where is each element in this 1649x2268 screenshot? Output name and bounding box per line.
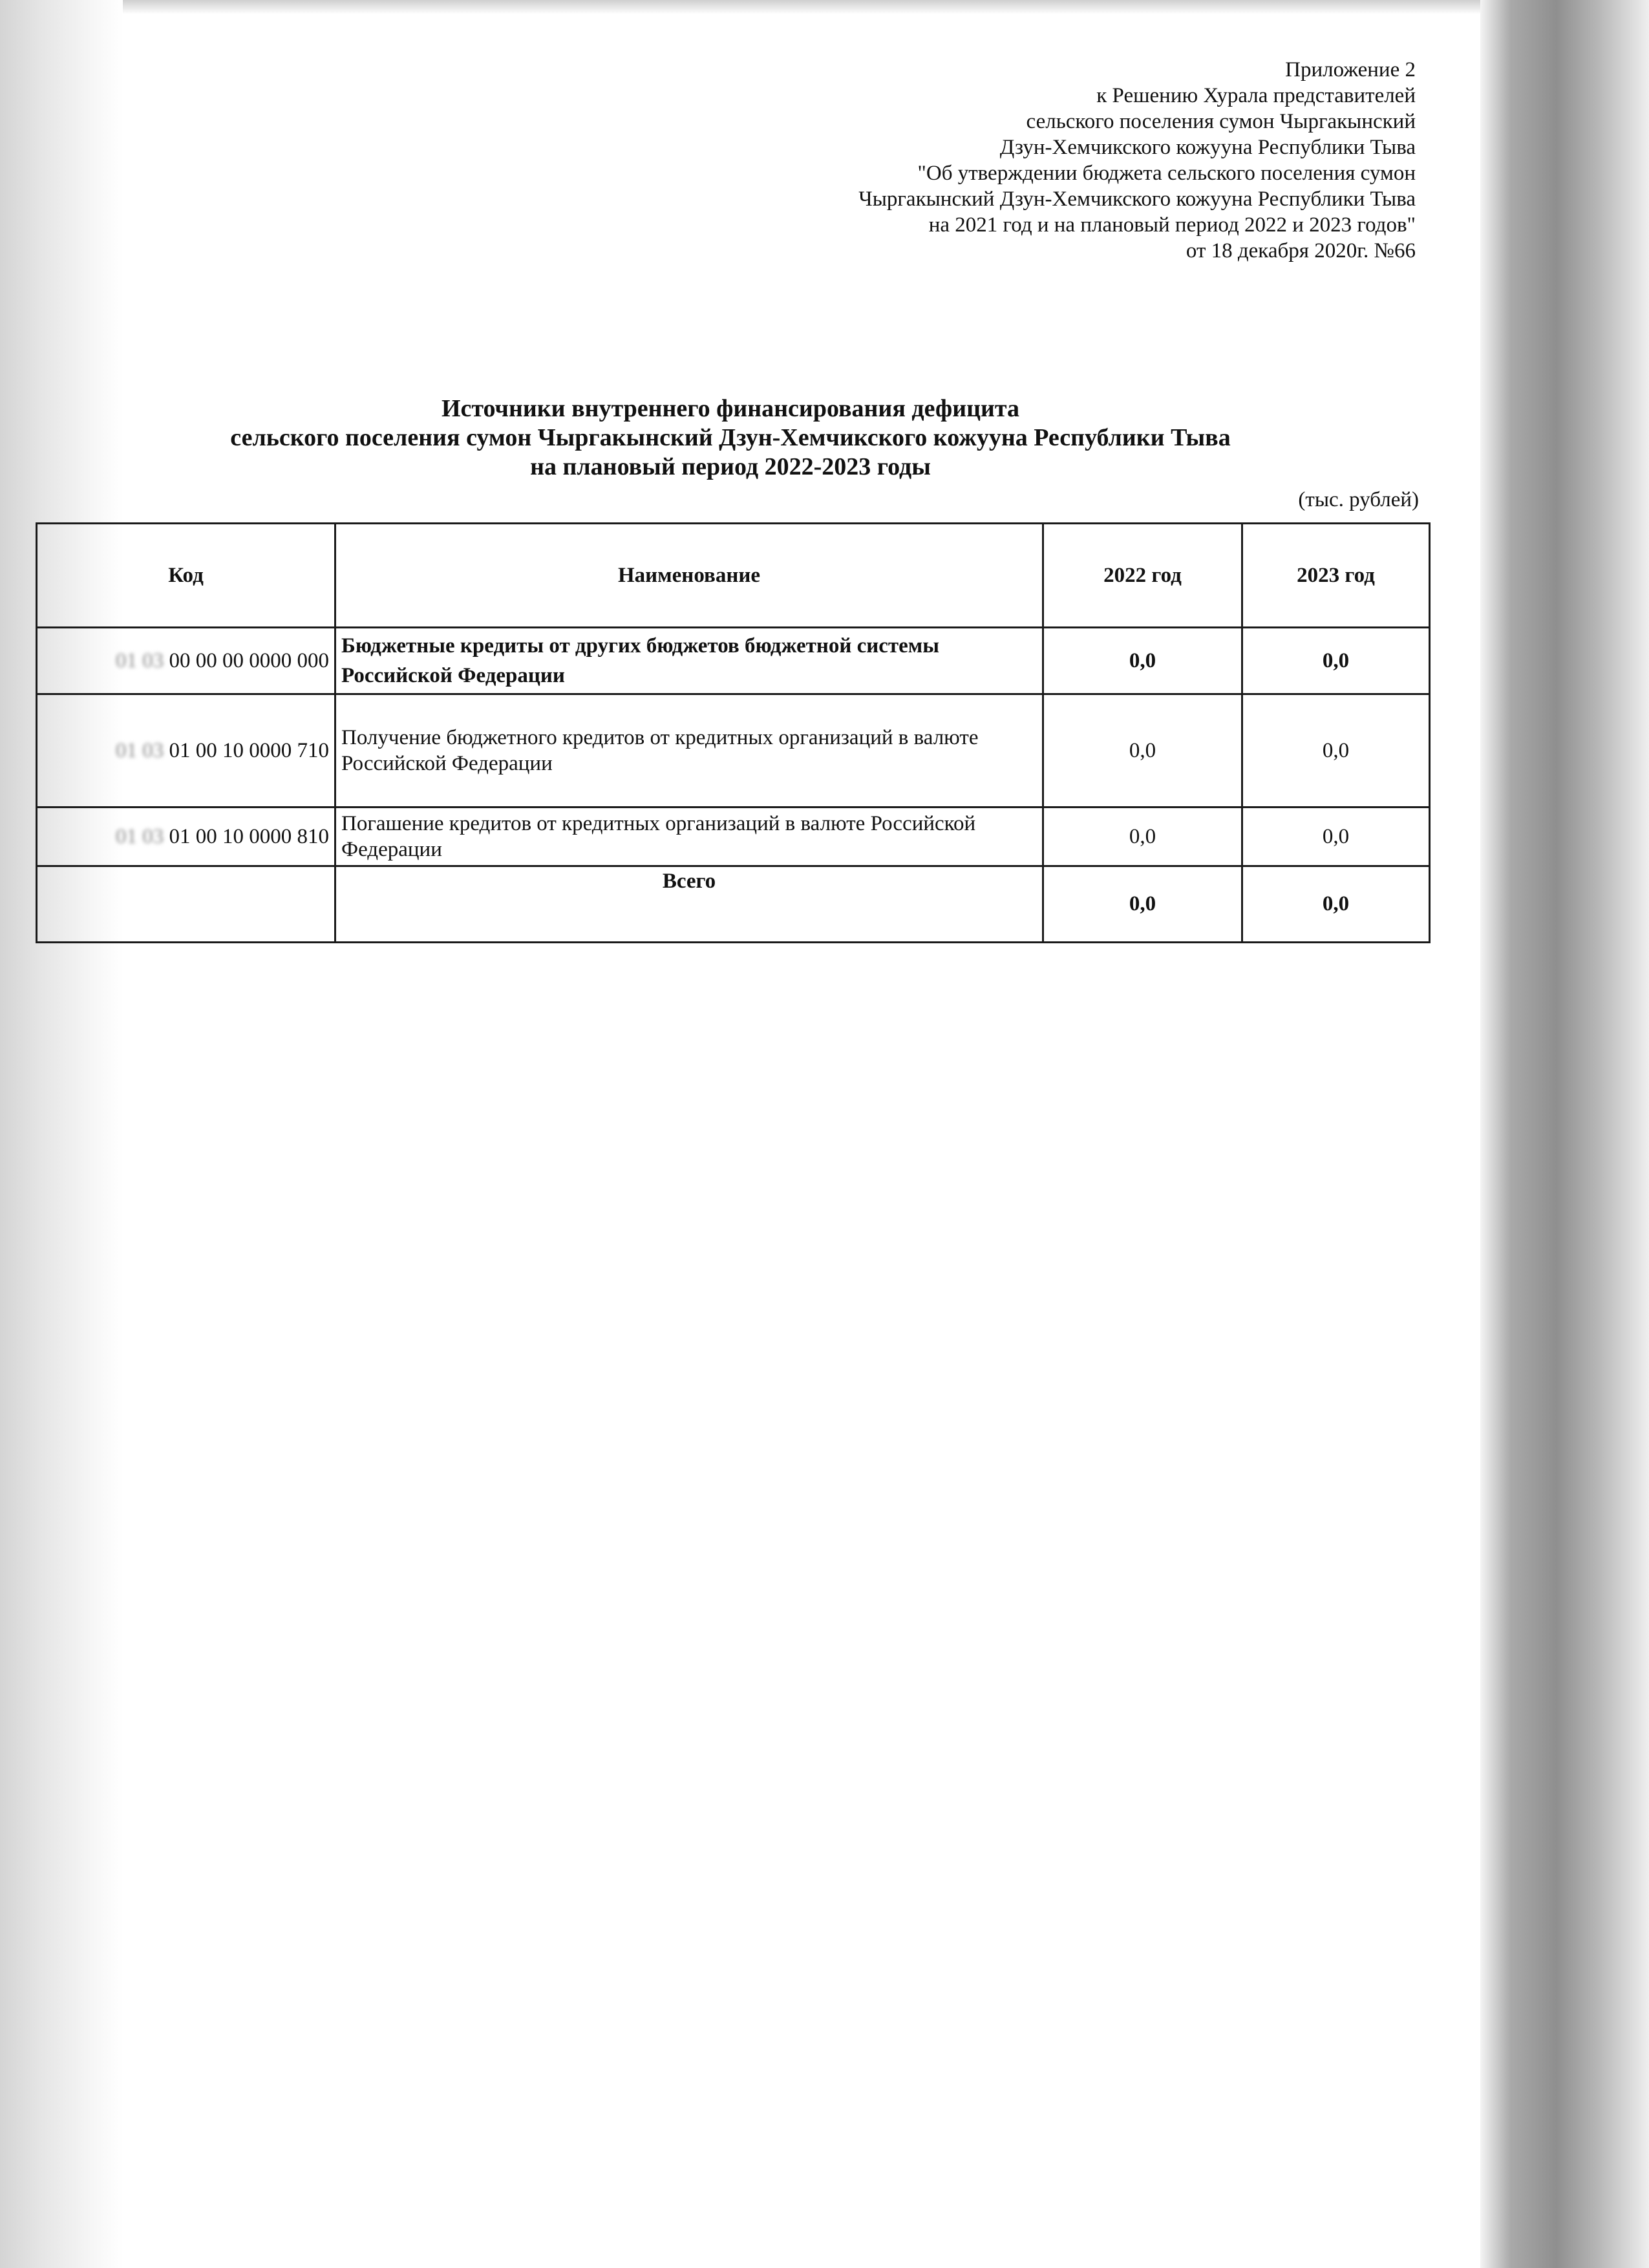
code-prefix: 01 03: [116, 738, 164, 762]
financing-sources-table: [36, 522, 1431, 943]
code-prefix: 01 03: [116, 824, 164, 848]
row-value-2023: 0,0: [1242, 694, 1430, 808]
table-row: [37, 808, 1430, 866]
row-value-2022: 0,0: [1043, 808, 1242, 866]
table-total-row: [37, 866, 1430, 943]
title-line: сельского поселения сумон Чыргакынский Дзун-Хемчикского кожууна Республики Тыва: [230, 424, 1231, 451]
approval-line: сельского поселения сумон Чыргакынский: [1026, 110, 1416, 133]
row-name: Получение бюджетного кредитов от кредитных организаций в валюте Российской Федерации: [335, 694, 1043, 808]
row-value-2023: 0,0: [1242, 628, 1430, 694]
unit-label: (тыс. рублей): [1298, 488, 1419, 511]
row-value-2023: 0,0: [1242, 808, 1430, 866]
row-value-2022: 0,0: [1043, 694, 1242, 808]
row-name: Бюджетные кредиты от других бюджетов бюджетной системы Российской Федерации: [335, 628, 1043, 694]
row-code: [37, 694, 335, 808]
code-rest: 01 00 10 0000 710: [164, 738, 329, 762]
approval-line: "Об утверждении бюджета сельского поселения сумон: [917, 162, 1416, 185]
total-value-2022: 0,0: [1043, 866, 1242, 943]
approval-line: Приложение 2: [1285, 58, 1416, 81]
header-name: Наименование: [335, 524, 1043, 628]
document-title: [97, 394, 1364, 482]
code-prefix: 01 03: [116, 648, 164, 672]
approval-line: к Решению Хурала представителей: [1096, 84, 1416, 107]
row-code: [37, 628, 335, 694]
approval-line: на 2021 год и на плановый период 2022 и 2023 годов": [928, 213, 1416, 237]
approval-line: Чыргакынский Дзун-Хемчикского кожууна Республики Тыва: [858, 187, 1416, 211]
title-line: на плановый период 2022-2023 годы: [530, 453, 931, 480]
header-2022: 2022 год: [1043, 524, 1242, 628]
code-rest: 01 00 10 0000 810: [164, 824, 329, 848]
row-value-2022: 0,0: [1043, 628, 1242, 694]
table-row: [37, 694, 1430, 808]
table-row: [37, 628, 1430, 694]
approval-block: [575, 57, 1416, 264]
total-code-empty: [37, 866, 335, 943]
approval-line: от 18 декабря 2020г. №66: [1186, 239, 1416, 262]
row-name: Погашение кредитов от кредитных организаций в валюте Российской Федерации: [335, 808, 1043, 866]
approval-line: Дзун-Хемчикского кожууна Республики Тыва: [999, 136, 1416, 159]
scan-right-shadow: [1480, 0, 1649, 2268]
row-code: [37, 808, 335, 866]
table-header-row: [37, 524, 1430, 628]
header-code: Код: [37, 524, 335, 628]
title-line: Источники внутреннего финансирования дефицита: [441, 395, 1020, 422]
total-value-2023: 0,0: [1242, 866, 1430, 943]
total-label: Всего: [335, 866, 1043, 943]
code-rest: 00 00 00 0000 000: [164, 648, 329, 672]
header-2023: 2023 год: [1242, 524, 1430, 628]
